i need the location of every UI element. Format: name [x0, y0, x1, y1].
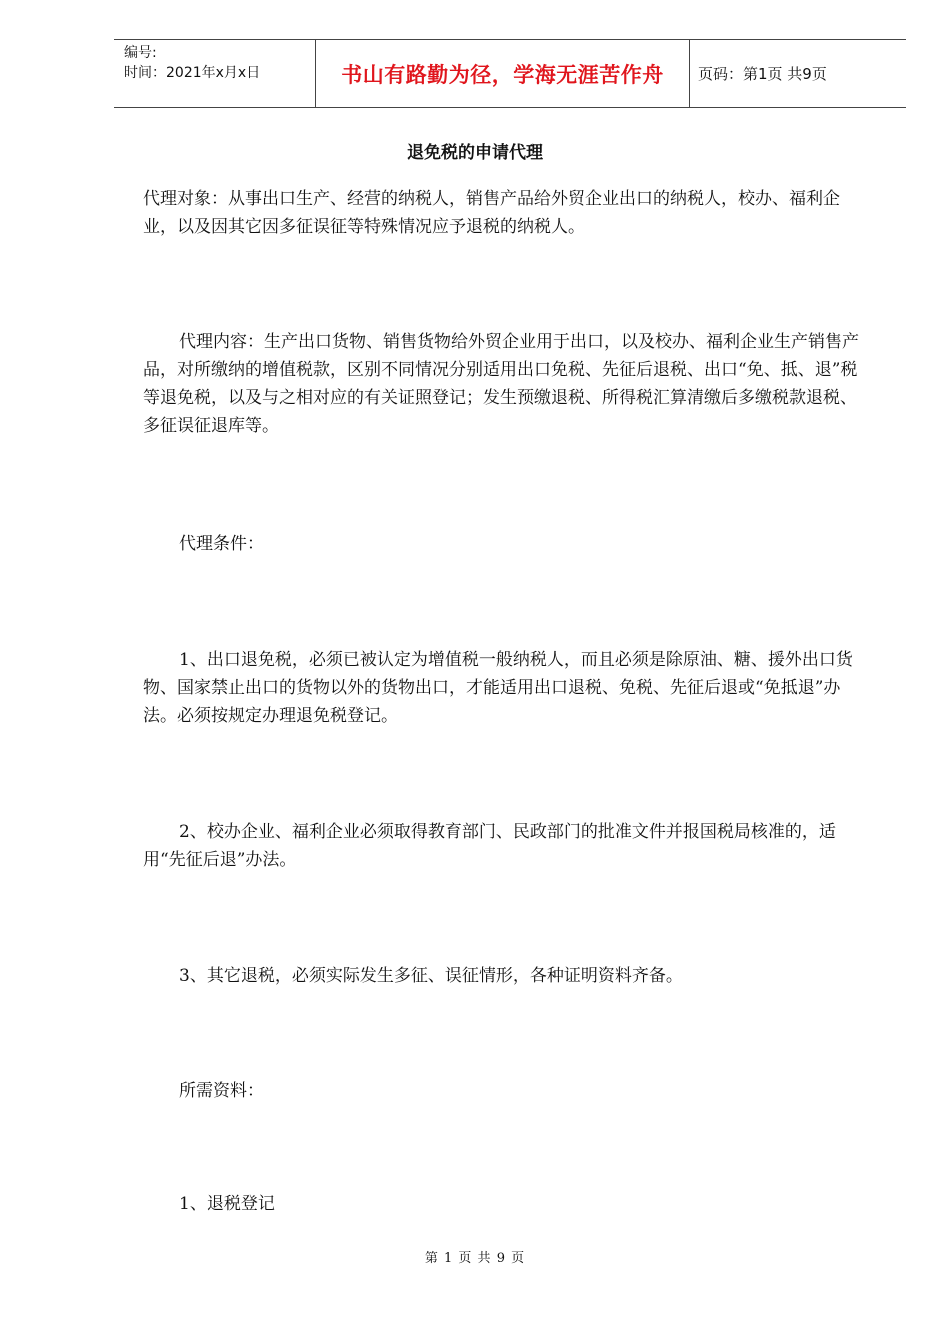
time-label: 时间：2021年x月x日: [124, 65, 261, 81]
paragraph-materials-heading: 所需资料：: [179, 1081, 264, 1101]
header-table: [114, 39, 906, 108]
paragraph-target: 代理对象：从事出口生产、经营的纳税人，销售产品给外贸企业出口的纳税人，校办、福利企业，以及因其它因多征误征等特殊情况应予退税的纳税人。: [143, 189, 840, 237]
header-meta-cell: [114, 40, 316, 107]
document-title: 退免税的申请代理: [407, 143, 543, 163]
paragraph-condition-3: 3、其它退税，必须实际发生多征、误征情形，各种证明资料齐备。: [179, 966, 683, 986]
page-footer: 第 1 页 共 9 页: [424, 1251, 526, 1266]
header-page-cell: [690, 40, 906, 107]
page-info: 页码：第1页 共9页: [698, 65, 827, 83]
motto-text: 书山有路勤为径，学海无涯苦作舟: [341, 62, 664, 87]
serial-number-label: 编号:: [124, 45, 157, 61]
paragraph-content: 代理内容：生产出口货物、销售货物给外贸企业用于出口，以及校办、福利企业生产销售产品，对所缴纳的增值税款，区别不同情况分别适用出口免税、先征后退税、出口“免、抵、退”税等退免税，以及与之相对应的有关证照登记；发生预缴退税、所得税汇算清缴后多缴税款退税、多征误征退库等。: [143, 332, 859, 436]
header-motto-cell: [316, 40, 690, 107]
paragraph-conditions-heading: 代理条件：: [179, 534, 264, 554]
paragraph-condition-1: 1、出口退免税，必须已被认定为增值税一般纳税人，而且必须是除原油、糖、援外出口货物、国家禁止出口的货物以外的货物出口，才能适用出口退税、免税、先征后退或“免抵退”办法。必须按规定办理退免税登记。: [143, 650, 853, 726]
paragraph-condition-2: 2、校办企业、福利企业必须取得教育部门、民政部门的批准文件并报国税局核准的，适用“先征后退”办法。: [143, 822, 836, 870]
paragraph-material-1: 1、退税登记: [179, 1194, 275, 1214]
